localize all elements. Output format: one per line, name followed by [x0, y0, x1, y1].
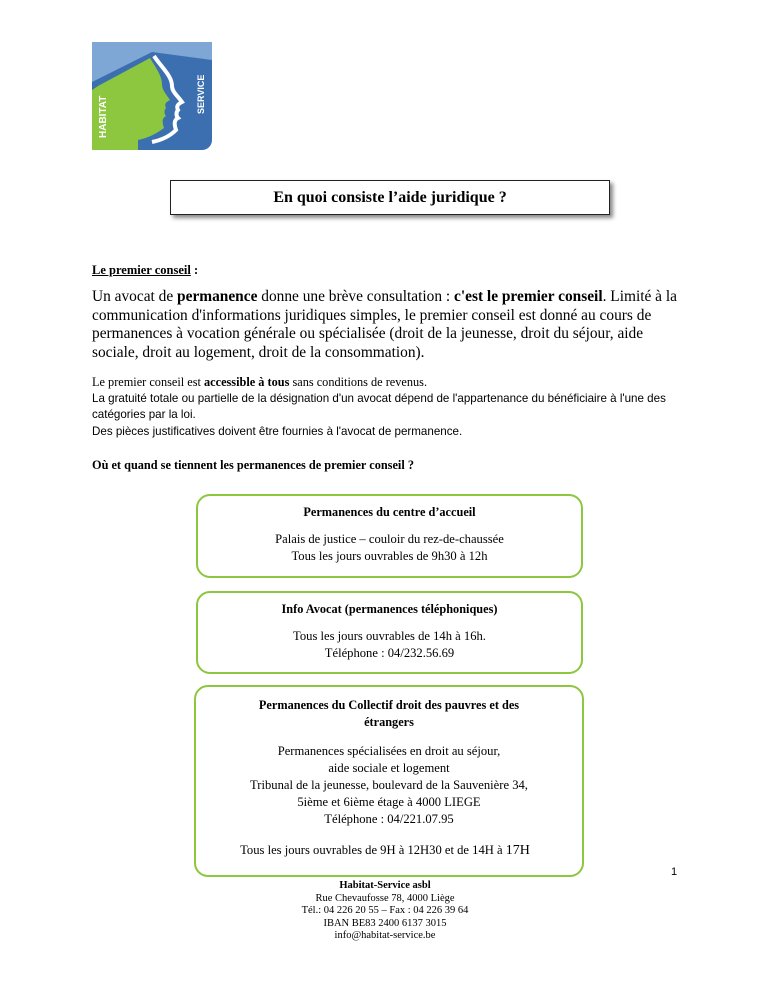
footer-org: Habitat-Service asbl: [339, 880, 431, 891]
intro-text-3: . Limité à la communication d'informations juridiques simples, le premier conseil est donné au cours de permanences à vocation générale ou spécialisée (droit de la jeunesse, droit du séjour, aide sociale, droit au logement, droit de la consommation).: [92, 288, 677, 361]
footer: [235, 880, 535, 943]
question-heading: Où et quand se tiennent les permanences de premier conseil ?: [92, 458, 414, 472]
intro-text-1: Un avocat de: [92, 288, 178, 305]
footer-address: Rue Chevaufosse 78, 4000 Liège: [315, 892, 455, 904]
section-heading: [92, 263, 198, 278]
card-title-line-2: étrangers: [364, 715, 414, 729]
intro-paragraph: [92, 288, 692, 362]
intro-bold-2: c'est le premier conseil: [454, 288, 603, 305]
card-title: Permanences du centre d’accueil: [303, 505, 476, 519]
card-title-line-1: Permanences du Collectif droit des pauvres et des: [258, 698, 520, 712]
card-centre-accueil: [196, 494, 583, 578]
intro-text-2: donne une brève consultation :: [257, 288, 455, 305]
card-line: Permanences spécialisées en droit au séjour,: [277, 744, 501, 758]
card-line: Téléphone : 04/232.56.69: [324, 646, 455, 660]
details-line-1: Le premier conseil est accessible à tous sans conditions de revenus.: [92, 375, 428, 389]
details-line-3: Des pièces justificatives doivent être fournies à l'avocat de permanence.: [92, 424, 463, 438]
footer-iban: IBAN BE83 2400 6137 3015: [323, 917, 447, 929]
habitat-service-logo: [92, 42, 212, 150]
card-line: aide sociale et logement: [328, 761, 450, 775]
card-line: Tous les jours ouvrables de 9h30 à 12h: [291, 549, 488, 563]
card-info-avocat: [196, 591, 583, 674]
page-number: 1: [671, 866, 678, 878]
details-line-2: La gratuité totale ou partielle de la désignation d'un avocat dépend de l'appartenance du bénéficiaire à l'une des catégories par la loi.: [92, 391, 666, 421]
section-heading-suffix: :: [190, 263, 199, 277]
card-line: Tribunal de la jeunesse, boulevard de la Sauvenière 34,: [250, 778, 528, 792]
card-hours: Tous les jours ouvrables de 9H à 12H30 et de 14H à 17H: [240, 843, 530, 858]
footer-email: info@habitat-service.be: [334, 930, 436, 941]
logo-label-left: HABITAT: [98, 95, 109, 138]
card-line: 5ième et 6ième étage à 4000 LIEGE: [297, 795, 481, 809]
intro-bold-1: permanence: [177, 288, 258, 305]
details-paragraph: [92, 374, 712, 440]
card-collectif: [194, 685, 584, 877]
card-title: Info Avocat (permanences téléphoniques): [281, 602, 498, 616]
logo-label-right: SERVICE: [196, 74, 206, 114]
card-line: Téléphone : 04/221.07.95: [324, 812, 454, 826]
page-title-text: En quoi consiste l’aide juridique ?: [273, 188, 507, 206]
page-title: [170, 180, 610, 215]
card-line: Palais de justice – couloir du rez-de-chaussée: [275, 532, 504, 546]
section-heading-label: Le premier conseil: [92, 263, 191, 277]
footer-phone: Tél.: 04 226 20 55 – Fax : 04 226 39 64: [301, 905, 469, 916]
card-line: Tous les jours ouvrables de 14h à 16h.: [293, 629, 486, 643]
